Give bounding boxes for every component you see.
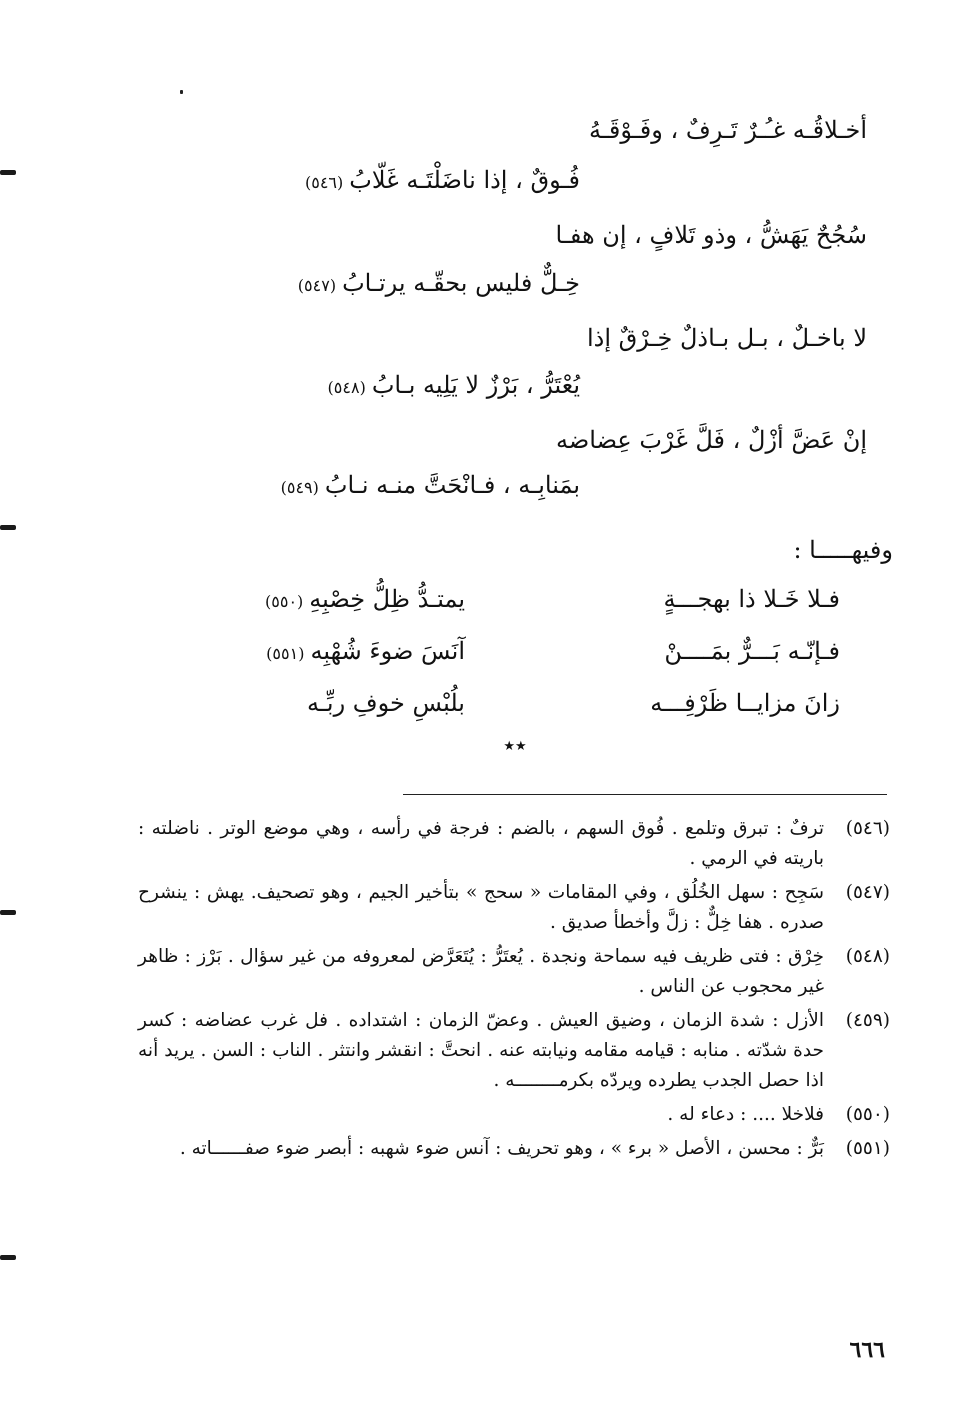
hemistich-left: يمتـدُّ ظِلُّ خِصْبِهِ(٥٥٠): [265, 585, 465, 613]
footnote-number: (٤٥٩): [845, 1010, 890, 1031]
verse-line: إنْ عَضَّ أزْلٌ ، فَلَّ غَرْبَ عِضاضه: [556, 426, 867, 454]
scan-edge-mark: [0, 525, 16, 530]
section-intro: وفيهـــــا :: [793, 536, 893, 564]
hemistich-left: آنَسَ ضوءَ شُهْبِه(٥٥١): [266, 637, 465, 665]
footnote: [138, 1100, 890, 1130]
verse-line: يُعْتَرُّ ، بَرْزٌ لا يَلِيه بـابُ(٥٤٨): [327, 371, 580, 399]
footnotes-section: [138, 814, 890, 1168]
footnote-ref: (٥٤٩): [280, 478, 319, 497]
footnote: [138, 1006, 890, 1096]
verse-line: أخـلاقُـه غـُـرٌ تَـرِفٌ ، وفَـوْقَـهُ: [588, 116, 867, 144]
footnote-text: فلاخلا .... : دعاء له .: [667, 1104, 824, 1125]
footnote-text: الأزل : شدة الزمان ، وضيق العيش . وعضّ الزمان : اشتداده . فل غرب عضاضه : كسر حدة شدّته . منابه : قيامه مقامه ونيابته عنه . انحتَّ : انقشر وانتثر . الناب : السن . يريد أنه اذا حصل الجدب يطرده ويردّه بكرمــــــــه .: [138, 1010, 824, 1091]
footnote-ref: (٥٥٠): [265, 592, 304, 611]
footnote: [138, 878, 890, 938]
footnote-text: ترفٌ : تبرق وتلمع . فُوق السهم ، بالضم : فرجة في رأسه ، وهي موضع الوتر . ناضلته : باريته في الرمي .: [138, 818, 824, 869]
scan-edge-mark: [0, 910, 16, 915]
verse-line: خِـلٌّ فليس بحقّـه يرتـابُ(٥٤٧): [297, 269, 580, 297]
footnote-number: (٥٤٧): [845, 882, 890, 903]
verse-line: لا باخـلٌ ، بـل بـاذلٌ خِـرْقٌ إذا: [586, 324, 867, 352]
hemistich-right: فـإنّـه بَـــرٌّ بمَــــنْ: [664, 637, 840, 665]
footnote-divider: [403, 794, 887, 795]
footnote: [138, 1134, 890, 1164]
scan-edge-mark: [0, 1255, 16, 1260]
scan-edge-mark: [0, 170, 16, 175]
footnote: [138, 942, 890, 1002]
footnote-text: سَجِح : سهل الخُلُق ، وفي المقامات « سحج » بتأخير الجيم ، وهو تصحيف. يهش : ينشرح صدره . هفا خِلٌّ : زلَّ وأخطأ صديق .: [138, 882, 824, 933]
footnote-ref: (٥٤٧): [297, 276, 337, 295]
footnote-number: (٥٥١): [845, 1138, 890, 1159]
footnote-text: بَرٌّ : محسن ، الأصل « برء » ، وهو تحريف : آنس ضوء شهبه : أبصر ضوء صفــــــاته .: [179, 1138, 824, 1159]
verse-line: سُجُحٌ يَهَشُّ ، وذو تَلافٍ ، إن هفـا: [555, 221, 867, 249]
footnote-number: (٥٤٨): [845, 946, 890, 967]
separator-stars: ★★: [503, 739, 527, 754]
scan-speck: [180, 90, 183, 94]
footnote-number: (٥٥٠): [845, 1104, 890, 1125]
hemistich-right: زانَ مزايــا ظَرْفِـــه: [650, 689, 840, 717]
verse-line: بمَنابِـه ، فـانْحَتَّ منـه نـابُ(٥٤٩): [280, 471, 580, 499]
footnote: [138, 814, 890, 874]
hemistich-right: فـلا خَـلا ذا بهجـــةٍ: [663, 585, 840, 613]
footnote-text: خِرْق : فتى ظريف فيه سماحة ونجدة . يُعتَرُّ : يُتَعَرَّض لمعروفه من غير سؤال . بَرْز : ظاهر غير محجوب عن الناس .: [138, 946, 824, 997]
hemistich-left: بلُبْسِ خوفِ ربِّـه: [306, 689, 465, 717]
footnote-ref: (٥٥١): [266, 644, 305, 663]
footnote-ref: (٥٤٨): [327, 378, 366, 397]
page-number: ٦٦٦: [849, 1337, 885, 1363]
verse-line: فُـوقٌ ، إذا ناضَلْتَـه غَلّابُ(٥٤٦): [304, 166, 580, 194]
footnote-ref: (٥٤٦): [304, 173, 344, 192]
footnote-number: (٥٤٦): [845, 818, 890, 839]
